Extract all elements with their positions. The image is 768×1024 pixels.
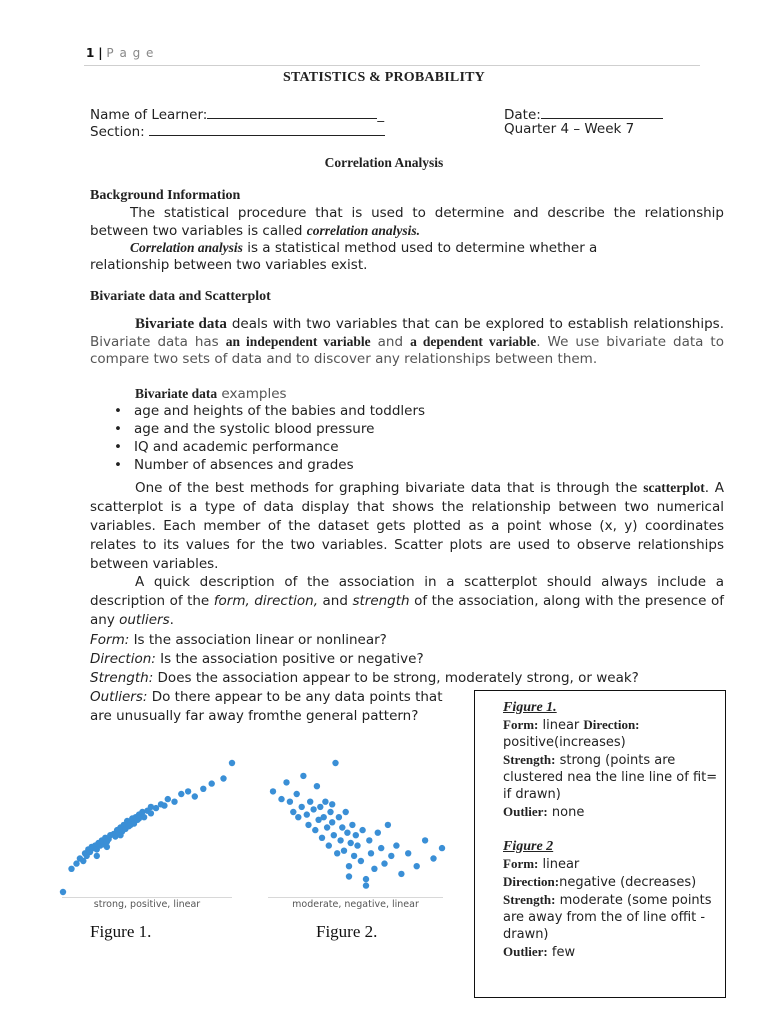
scatter-point (312, 827, 318, 833)
scatter-point (322, 799, 328, 805)
scatter-point (346, 863, 352, 869)
scatter-point (324, 824, 330, 830)
scatter-point (414, 863, 420, 869)
scatter-point (294, 791, 300, 797)
figure1-form: Form: linear Direction: positive(increases) (503, 717, 640, 750)
bivariate-paragraph-1: Bivariate data deals with two variables that can be explored to establish relationships. Bivariate data has an independent variable and a dependent variable. We use bivariate data to compare two sets of data and to discover any relationships between them. (90, 316, 724, 367)
scatter-point (317, 804, 323, 810)
scatter-point (278, 796, 284, 802)
scatter-point (359, 827, 365, 833)
name-field[interactable]: Name of Learner: _ (90, 104, 384, 123)
plot1-axis (62, 897, 232, 898)
question-form: Form: Is the association linear or nonlinear? (90, 632, 387, 648)
figure1-strength: Strength: strong (points are clustered nea the line line of fit= if drawn) (503, 752, 718, 802)
scatter-point (68, 866, 74, 872)
scatter-point (220, 775, 226, 781)
scatter-point (165, 796, 171, 802)
scatter-point (348, 840, 354, 846)
scatter-point (353, 832, 359, 838)
header-rule (84, 65, 700, 66)
question-direction: Direction: Is the association positive or negative? (90, 651, 424, 667)
section-field[interactable]: Section: (90, 121, 385, 140)
scatter-point (393, 842, 399, 848)
questions-block (90, 631, 730, 688)
scatter-point (385, 822, 391, 828)
scatter-point (161, 802, 167, 808)
scatter-point (329, 801, 335, 807)
list-item: • age and the systolic blood pressure (110, 420, 425, 438)
scatter-point (321, 814, 327, 820)
plot2-axis (268, 897, 443, 898)
scatter-point (363, 882, 369, 888)
scatter-point (378, 845, 384, 851)
scatter-point (287, 799, 293, 805)
scatter-point (136, 815, 142, 821)
scatter-point (178, 791, 184, 797)
scatter-point (366, 837, 372, 843)
question-strength: Strength: Does the association appear to be strong, moderately strong, or weak? (90, 670, 639, 686)
scatter-point (344, 830, 350, 836)
scatter-point (290, 809, 296, 815)
list-item: • Number of absences and grades (110, 456, 425, 474)
scatter-point (304, 811, 310, 817)
scatter-point (104, 844, 110, 850)
association-paragraph: A quick description of the association in a scatterplot should always include a description of the form, direction, and strength of the association, along with the presence of any outliers. (90, 574, 724, 628)
figure2-form: Form: linear (503, 856, 580, 872)
page-number: 1 | P a g e (86, 46, 155, 60)
scatter-point (405, 850, 411, 856)
scatter-point (209, 780, 215, 786)
background-heading: Background Information (90, 188, 241, 203)
scatter-point (270, 788, 276, 794)
plot1-caption: strong, positive, linear (93, 899, 201, 910)
name-line[interactable] (207, 104, 377, 119)
scatterplot-paragraph: One of the best methods for graphing bivariate data that is through the scatterplot. A scatterplot is a type of data display that shows the relationship between two numerical variables. Each member of the dataset gets plotted as a point whose (x, y) coordinates relates to its values for the two variables. Scatter plots are used to observe relationships between variables. (90, 480, 724, 572)
scatter-point (331, 832, 337, 838)
scatter-point (349, 822, 355, 828)
scatter-point (371, 866, 377, 872)
scatter-point (381, 860, 387, 866)
scatter-point (346, 873, 352, 879)
plot2-caption: moderate, negative, linear (292, 899, 419, 910)
scatter-point (192, 793, 198, 799)
figure-2-label: Figure 2. (316, 922, 378, 941)
scatter-point (305, 822, 311, 828)
scatter-point (388, 853, 394, 859)
scatter-point (336, 814, 342, 820)
scatterplot-figure-2 (265, 755, 450, 900)
scatter-point (337, 837, 343, 843)
scatter-point (229, 760, 235, 766)
examples-label: Bivariate data examples (135, 386, 287, 402)
scatter-point (299, 804, 305, 810)
scatter-point (329, 819, 335, 825)
scatter-point (94, 853, 100, 859)
scatter-point (332, 760, 338, 766)
scatter-point (398, 871, 404, 877)
question-outliers: Outliers: Do there appear to be any data points that are unusually far away fromthe general pattern? (90, 689, 443, 724)
figure-description-box (474, 690, 726, 998)
figure2-title: Figure 2 (503, 839, 554, 854)
figure2-direction: Direction:negative (decreases) (503, 874, 697, 890)
date-field[interactable]: Date: (504, 104, 663, 123)
quarter-label: Quarter 4 – Week 7 (504, 121, 635, 137)
scatter-point (327, 809, 333, 815)
scatter-point (127, 822, 133, 828)
section-line[interactable] (149, 121, 385, 136)
figure2-outlier: Outlier: few (503, 944, 576, 960)
scatter-point (334, 850, 340, 856)
figure-1-label: Figure 1. (90, 922, 152, 941)
scatter-point (422, 837, 428, 843)
figure1-title: Figure 1. (503, 700, 557, 715)
scatter-point (430, 855, 436, 861)
scatter-point (185, 788, 191, 794)
scatter-point (363, 876, 369, 882)
scatter-point (339, 824, 345, 830)
scatter-point (283, 779, 289, 785)
scatter-point (351, 853, 357, 859)
examples-list (110, 402, 425, 474)
scatter-point (148, 810, 154, 816)
list-item: • IQ and academic performance (110, 438, 425, 456)
scatter-point (295, 814, 301, 820)
figure1-outlier: Outlier: none (503, 804, 585, 820)
scatter-point (343, 809, 349, 815)
figure2-strength: Strength: moderate (some points are away from the of line offit - drawn) (503, 892, 712, 942)
scatterplot-figure-1 (55, 755, 240, 900)
scatter-point (358, 858, 364, 864)
page-title: STATISTICS & PROBABILITY (283, 70, 485, 85)
topic-title: Correlation Analysis (324, 155, 444, 170)
list-item: • age and heights of the babies and toddlers (110, 402, 425, 420)
background-paragraph-2: Correlation analysis is a statistical method used to determine whether a relationship between two variables exist. (90, 240, 598, 273)
scatter-point (200, 786, 206, 792)
scatter-point (310, 806, 316, 812)
scatter-point (341, 848, 347, 854)
date-line[interactable] (541, 104, 663, 119)
scatter-point (319, 835, 325, 841)
scatter-point (307, 799, 313, 805)
scatter-point (354, 842, 360, 848)
scatter-point (60, 889, 66, 895)
scatter-point (368, 850, 374, 856)
scatter-point (171, 799, 177, 805)
bivariate-heading: Bivariate data and Scatterplot (90, 289, 271, 304)
background-paragraph-1: The statistical procedure that is used to determine and describe the relationship between two variables is called correlation analysis. (90, 205, 724, 239)
scatter-point (314, 783, 320, 789)
scatter-point (117, 832, 123, 838)
scatter-point (300, 773, 306, 779)
scatter-point (375, 830, 381, 836)
scatter-point (326, 842, 332, 848)
scatter-point (439, 845, 445, 851)
